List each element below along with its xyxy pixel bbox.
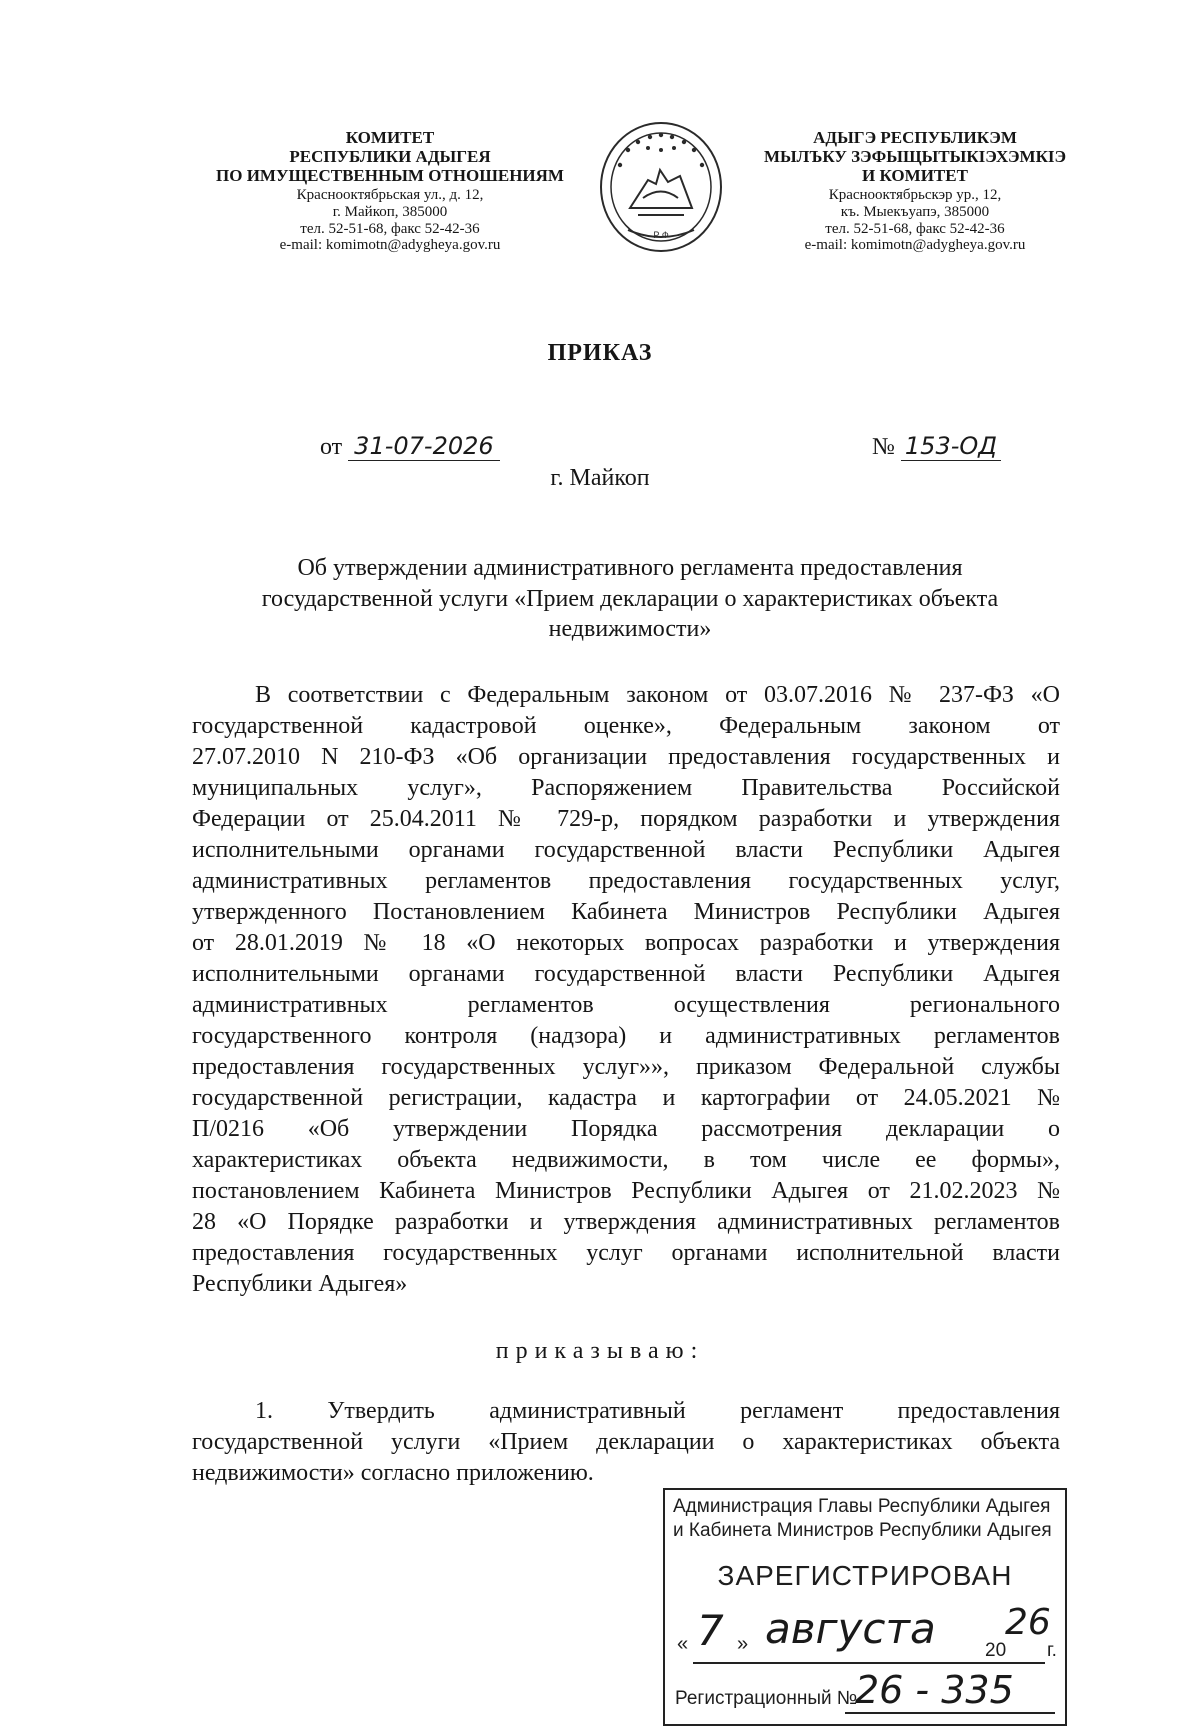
body-line: муниципальных услуг», Распоряжением Правительства Российской [192, 775, 1060, 801]
stamp-reg-underline [845, 1712, 1055, 1714]
header-phone: тел. 52-51-68, факс 52-42-36 [300, 220, 480, 237]
body-line: административных регламентов осуществления регионального [192, 992, 1060, 1018]
stamp-year-prefix: 20 [985, 1640, 1007, 1661]
document-city: г. Майкоп [550, 465, 650, 491]
title-line: государственной услуги «Прием декларации о характеристиках объекта [261, 585, 999, 612]
item-line: государственной услуги «Прием декларации о характеристиках объекта [192, 1429, 1060, 1455]
stamp-status: ЗАРЕГИСТРИРОВАН [717, 1560, 1013, 1591]
document-number [872, 432, 1001, 461]
header-title-line: КОМИТЕТ [345, 128, 435, 147]
title-line: Об утверждении административного регламента предоставления [297, 555, 963, 581]
stamp-line: Администрация Главы Республики Адыгея [673, 1496, 1051, 1517]
stamp-date-underline [693, 1662, 1045, 1664]
stamp-year-unit: г. [1047, 1640, 1057, 1661]
body-line: 27.07.2010 N 210-ФЗ «Об организации предоставления государственных и [192, 744, 1060, 770]
document-date [320, 432, 500, 461]
header-address: Краснооктябрьская ул., д. 12, [296, 187, 484, 204]
body-line: характеристиках объекта недвижимости, в том числе ее формы», [192, 1147, 1060, 1173]
stamp-line: и Кабинета Министров Республики Адыгея [673, 1520, 1052, 1541]
document-title [190, 553, 1070, 645]
committee-header-ru [190, 128, 590, 254]
body-line: утвержденного Постановлением Кабинета Министров Республики Адыгея [192, 899, 1060, 925]
header-phone: тел. 52-51-68, факс 52-42-36 [825, 220, 1005, 237]
header-title-line: РЕСПУБЛИКИ АДЫГЕЯ [289, 147, 491, 167]
stamp-day: 7 [697, 1606, 724, 1655]
number-prefix: № [872, 434, 895, 460]
adygea-coat-of-arms-icon [598, 120, 724, 254]
body-line: от 28.01.2019 № 18 «О некоторых вопросах разработки и утверждения [192, 930, 1060, 956]
header-address: Краснооктябрьскэр ур., 12, [828, 187, 1002, 204]
date-value: 31-07-2026 [348, 432, 499, 461]
header-title-line: И КОМИТЕТ [862, 166, 968, 186]
body-line: Федерации от 25.04.2011 № 729-р, порядком разработки и утверждения [192, 806, 1060, 832]
header-email: e-mail: komimotn@adygheya.gov.ru [279, 237, 501, 254]
stamp-quote-close: » [737, 1633, 749, 1655]
stamp-month: августа [765, 1604, 936, 1653]
body-line: Республики Адыгея» [192, 1271, 408, 1297]
date-prefix: от [320, 434, 343, 460]
header-city: г. Майкоп, 385000 [332, 203, 448, 220]
body-line: государственной регистрации, кадастра и картографии от 24.05.2021 № [192, 1085, 1060, 1111]
order-word: приказываю: [495, 1338, 705, 1364]
body-line: предоставления государственных услуг»», приказом Федеральной службы [192, 1054, 1060, 1080]
body-line: административных регламентов предоставления государственных услуг, [192, 868, 1060, 894]
item-line: 1. Утвердить административный регламент предоставления [255, 1398, 1060, 1424]
svg-text:Р Ф: Р Ф [653, 230, 669, 240]
document-type: ПРИКАЗ [547, 340, 653, 366]
body-line: государственного контроля (надзора) и административных регламентов [192, 1023, 1060, 1049]
body-line: государственной кадастровой оценке», Федеральным законом от [192, 713, 1060, 739]
stamp-reg-label: Регистрационный № [675, 1688, 858, 1709]
header-title-line: ПО ИМУЩЕСТВЕННЫМ ОТНОШЕНИЯМ [216, 166, 564, 186]
body-line: П/0216 «Об утверждении Порядка рассмотрения декларации о [192, 1116, 1060, 1142]
body-line: исполнительными органами государственной власти Республики Адыгея [192, 837, 1060, 863]
number-value: 153-ОД [901, 432, 1001, 461]
body-line: предоставления государственных услуг органами исполнительной власти [192, 1240, 1060, 1266]
body-line: 28 «О Порядке разработки и утверждения административных регламентов [192, 1209, 1060, 1235]
body-line: исполнительными органами государственной власти Республики Адыгея [192, 961, 1060, 987]
header-title-line: МЫЛЪКУ ЗЭФЫЩЫТЫКІЭХЭМКІЭ [763, 147, 1067, 167]
body-line: В соответствии с Федеральным законом от 03.07.2016 № 237-ФЗ «О [255, 682, 1060, 708]
committee-header-ady [735, 128, 1095, 254]
header-email: e-mail: komimotn@adygheya.gov.ru [804, 237, 1026, 254]
body-line: постановлением Кабинета Министров Республики Адыгея от 21.02.2023 № [192, 1178, 1060, 1204]
stamp-quote-open: « [677, 1633, 689, 1655]
header-city: къ. Мыекъуапэ, 385000 [840, 203, 990, 220]
registration-stamp [663, 1488, 1067, 1726]
stamp-reg-number: 26 - 335 [855, 1668, 1014, 1712]
item-line: недвижимости» согласно приложению. [192, 1460, 594, 1486]
title-line: недвижимости» [548, 616, 712, 643]
header-title-line: АДЫГЭ РЕСПУБЛИКЭМ [813, 128, 1017, 147]
stamp-year-suffix: 26 [1005, 1602, 1051, 1643]
